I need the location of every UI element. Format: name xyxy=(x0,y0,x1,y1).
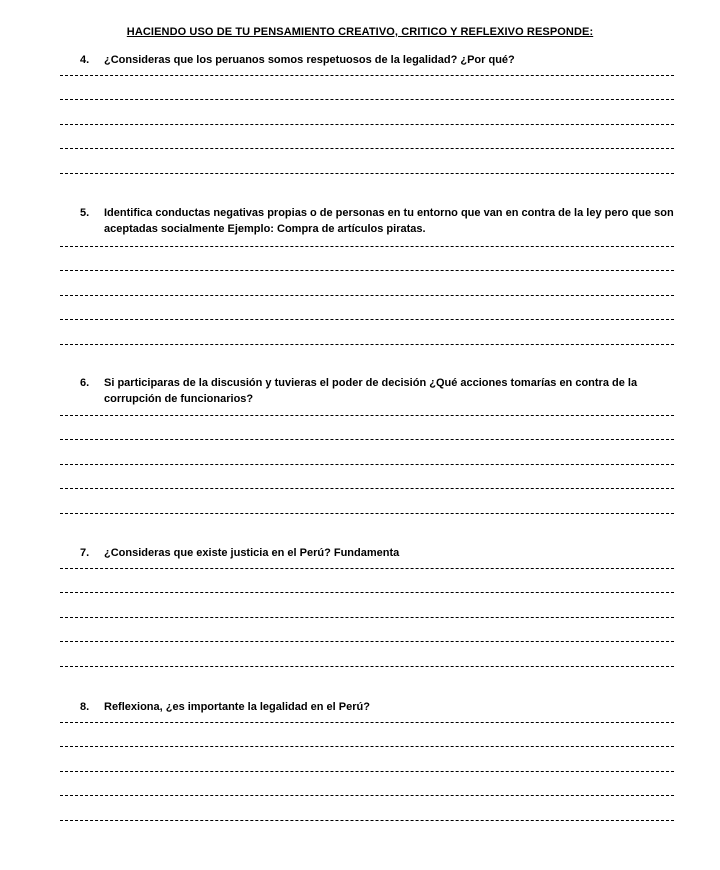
worksheet-title: HACIENDO USO DE TU PENSAMIENTO CREATIVO, CRITICO Y REFLEXIVO RESPONDE: xyxy=(126,26,594,38)
answer-line-5-5[interactable] xyxy=(60,344,674,345)
answer-line-8-1[interactable] xyxy=(60,722,674,723)
question-text: Identifica conductas negativas propias o de personas en tu entorno que van en contra de la ley pero que son aceptadas socialmente Ejemplo: Compra de artículos piratas. xyxy=(104,207,674,235)
answer-line-5-1[interactable] xyxy=(60,246,674,247)
question-text: ¿Consideras que los peruanos somos respetuosos de la legalidad? ¿Por qué? xyxy=(104,54,515,66)
answer-line-6-5[interactable] xyxy=(60,513,674,514)
answer-line-4-4[interactable] xyxy=(60,148,674,149)
question-number: 7. xyxy=(80,547,90,559)
answer-line-7-2[interactable] xyxy=(60,592,674,593)
answer-line-6-3[interactable] xyxy=(60,464,674,465)
question-6 xyxy=(80,375,680,407)
answer-line-7-3[interactable] xyxy=(60,617,674,618)
question-text: Reflexiona, ¿es importante la legalidad en el Perú? xyxy=(104,701,370,713)
answer-line-7-5[interactable] xyxy=(60,666,674,667)
answer-line-4-1[interactable] xyxy=(60,75,674,76)
question-number: 6. xyxy=(80,377,90,389)
question-number: 4. xyxy=(80,54,90,66)
question-7 xyxy=(80,545,680,561)
answer-line-4-3[interactable] xyxy=(60,124,674,125)
answer-line-4-5[interactable] xyxy=(60,173,674,174)
answer-line-6-2[interactable] xyxy=(60,439,674,440)
question-text: Si participaras de la discusión y tuvieras el poder de decisión ¿Qué acciones tomarías en contra de la corrupción de funcionarios? xyxy=(104,377,638,405)
answer-line-5-2[interactable] xyxy=(60,270,674,271)
question-text: ¿Consideras que existe justicia en el Perú? Fundamenta xyxy=(104,547,400,559)
question-5 xyxy=(80,205,680,237)
question-4 xyxy=(80,52,680,68)
question-number: 5. xyxy=(80,207,90,219)
answer-line-8-4[interactable] xyxy=(60,795,674,796)
answer-line-5-3[interactable] xyxy=(60,295,674,296)
answer-line-5-4[interactable] xyxy=(60,319,674,320)
answer-line-7-4[interactable] xyxy=(60,641,674,642)
question-number: 8. xyxy=(80,701,90,713)
answer-line-6-1[interactable] xyxy=(60,415,674,416)
question-8 xyxy=(80,699,680,715)
answer-line-7-1[interactable] xyxy=(60,568,674,569)
answer-line-8-3[interactable] xyxy=(60,771,674,772)
answer-line-8-2[interactable] xyxy=(60,746,674,747)
answer-line-8-5[interactable] xyxy=(60,820,674,821)
answer-line-4-2[interactable] xyxy=(60,99,674,100)
answer-line-6-4[interactable] xyxy=(60,488,674,489)
